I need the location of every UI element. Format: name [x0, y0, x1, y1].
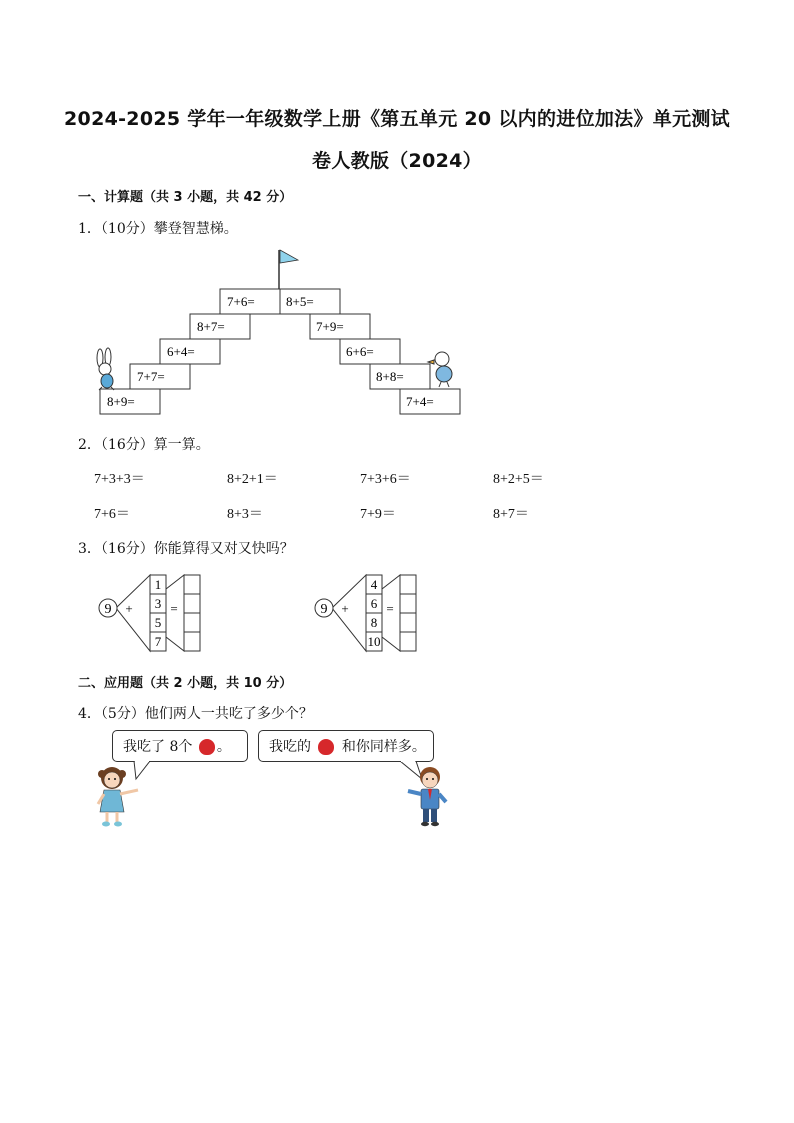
fish-diagram-2: [310, 570, 422, 656]
svg-text:7+7=: 7+7=: [137, 369, 165, 384]
expression-r2c4: 8+7＝: [493, 507, 529, 522]
ladder-step-right-3: [340, 339, 400, 364]
boy-icon: [404, 764, 452, 828]
fish-diagram-1: [94, 570, 206, 656]
ladder-step-right-2: [310, 314, 370, 339]
ladder-step-right-5: [400, 389, 460, 414]
expression-r2c2: 8+3＝: [227, 507, 263, 522]
svg-text:7+4=: 7+4=: [406, 394, 434, 409]
svg-text:9: 9: [104, 602, 112, 617]
svg-text:7+6=: 7+6=: [227, 294, 255, 309]
flag-icon: [279, 250, 298, 292]
ladder-step-left-4: [130, 364, 190, 389]
expression-r1c2: 8+2+1＝: [227, 472, 278, 487]
rabbit-icon: [97, 348, 114, 390]
svg-text:8+9=: 8+9=: [107, 394, 135, 409]
question-2-label: 2．（16分）算一算。: [78, 437, 210, 453]
boy-speech-end: 和你同样多。: [341, 739, 426, 755]
boy-speech-bubble: [258, 730, 434, 762]
svg-text:3: 3: [154, 596, 162, 611]
svg-text:6+4=: 6+4=: [167, 344, 195, 359]
svg-text:8: 8: [370, 615, 378, 630]
wisdom-ladder: [90, 244, 470, 420]
ladder-step-left-5: [100, 389, 160, 414]
girl-icon: [92, 764, 148, 828]
svg-text:=: =: [170, 601, 178, 616]
ladder-step-left-1: [220, 289, 280, 314]
svg-text:+: +: [341, 601, 349, 616]
expression-r1c1: 7+3+3＝: [94, 472, 145, 487]
girl-speech-bubble: [112, 730, 248, 762]
ladder-step-right-1: [280, 289, 340, 314]
section-heading-calculation: 一、计算题（共 3 小题，共 42 分）: [78, 190, 293, 205]
boy-speech-text: 我吃的: [269, 739, 311, 755]
strawberry-icon: [318, 739, 334, 755]
expression-r2c1: 7+6＝: [94, 507, 130, 522]
svg-text:8+5=: 8+5=: [286, 294, 314, 309]
svg-text:4: 4: [370, 577, 378, 592]
ladder-step-right-4: [370, 364, 430, 389]
expression-r2c3: 7+9＝: [360, 507, 396, 522]
ladder-step-left-2: [190, 314, 250, 339]
question-3-label: 3．（16分）你能算得又对又快吗？: [78, 541, 294, 557]
question-4-label: 4．（5分）他们两人一共吃了多少个？: [78, 706, 313, 722]
svg-text:8+7=: 8+7=: [197, 319, 225, 334]
section-heading-application: 二、应用题（共 2 小题，共 10 分）: [78, 676, 293, 691]
girl-speech-end: 。: [216, 739, 231, 755]
svg-text:10: 10: [367, 634, 381, 649]
svg-text:1: 1: [154, 577, 162, 592]
girl-speech-text: 我吃了 8个: [123, 739, 193, 755]
svg-text:6+6=: 6+6=: [346, 344, 374, 359]
duck-icon: [428, 352, 452, 387]
document-title-line1: 2024-2025 学年一年级数学上册《第五单元 20 以内的进位加法》单元测试: [64, 108, 730, 130]
svg-text:=: =: [386, 601, 394, 616]
svg-text:9: 9: [320, 602, 328, 617]
document-title-line2: 卷人教版（2024）: [312, 150, 482, 172]
svg-text:+: +: [125, 601, 133, 616]
strawberry-icon: [199, 739, 215, 755]
expression-r1c4: 8+2+5＝: [493, 472, 544, 487]
svg-text:5: 5: [154, 615, 162, 630]
svg-text:8+8=: 8+8=: [376, 369, 404, 384]
svg-text:7+9=: 7+9=: [316, 319, 344, 334]
svg-text:7: 7: [154, 634, 162, 649]
svg-text:6: 6: [370, 596, 378, 611]
question-1-label: 1．（10分）攀登智慧梯。: [78, 221, 238, 237]
expression-r1c3: 7+3+6＝: [360, 472, 411, 487]
ladder-step-left-3: [160, 339, 220, 364]
